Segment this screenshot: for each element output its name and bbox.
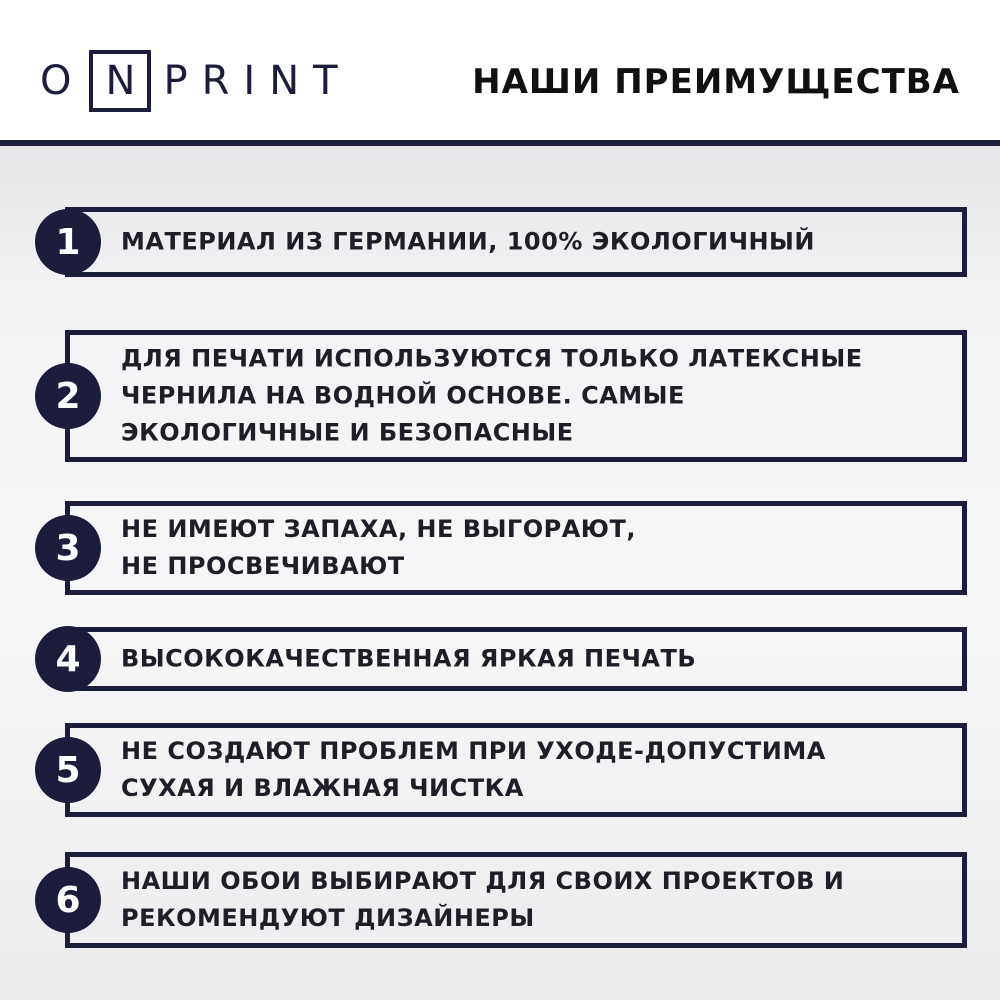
- advantage-item-3: [35, 501, 967, 595]
- advantage-number-badge: 4: [35, 626, 101, 692]
- advantage-item-1: [35, 207, 967, 277]
- advantage-text-line: СУХАЯ И ВЛАЖНАЯ ЧИСТКА: [121, 774, 524, 802]
- advantage-text-line: ВЫСОКОКАЧЕСТВЕННАЯ ЯРКАЯ ПЕЧАТЬ: [121, 644, 697, 673]
- advantage-text: [121, 224, 947, 261]
- logo-letter-n-box: N: [89, 50, 151, 112]
- advantage-text: [121, 511, 947, 585]
- advantage-text: [121, 341, 947, 452]
- advantage-text-line: НАШИ ОБОИ ВЫБИРАЮТ ДЛЯ СВОИХ ПРОЕКТОВ И: [121, 867, 845, 895]
- advantage-text: [121, 863, 947, 937]
- header-divider: [0, 140, 1000, 146]
- advantage-text-line: НЕ ПРОСВЕЧИВАЮТ: [121, 552, 405, 580]
- advantage-number-badge: 3: [35, 515, 101, 581]
- advantage-text-line: ЭКОЛОГИЧНЫЕ И БЕЗОПАСНЫЕ: [121, 418, 574, 447]
- header: [0, 0, 1000, 140]
- advantage-item-6: [35, 852, 967, 948]
- advantage-text-line: РЕКОМЕНДУЮТ ДИЗАЙНЕРЫ: [121, 904, 535, 932]
- advantage-number-badge: 1: [35, 209, 101, 275]
- advantage-text-line: НЕ ИМЕЮТ ЗАПАХА, НЕ ВЫГОРАЮТ,: [121, 515, 636, 543]
- advantage-text-line: МАТЕРИАЛ ИЗ ГЕРМАНИИ, 100% ЭКОЛОГИЧНЫЙ: [121, 227, 815, 256]
- advantage-item-2: [35, 330, 967, 462]
- advantage-item-4: [35, 627, 967, 691]
- advantage-text-line: ДЛЯ ПЕЧАТИ ИСПОЛЬЗУЮТСЯ ТОЛЬКО ЛАТЕКСНЫЕ: [121, 344, 863, 373]
- advantage-number-badge: 6: [35, 867, 101, 933]
- page-title: НАШИ ПРЕИМУЩЕСТВА: [472, 62, 960, 102]
- logo-letters-print: PRINT: [163, 58, 352, 104]
- logo-letter-o: O: [40, 58, 86, 104]
- advantage-number-badge: 5: [35, 737, 101, 803]
- onprint-logo: [40, 52, 352, 110]
- advantage-number-badge: 2: [35, 363, 101, 429]
- advantage-item-5: [35, 723, 967, 817]
- advantage-text-line: НЕ СОЗДАЮТ ПРОБЛЕМ ПРИ УХОДЕ-ДОПУСТИМА: [121, 737, 826, 765]
- advantage-text: [121, 641, 947, 678]
- advantage-text: [121, 733, 947, 807]
- advantage-text-line: ЧЕРНИЛА НА ВОДНОЙ ОСНОВЕ. САМЫЕ: [121, 381, 685, 410]
